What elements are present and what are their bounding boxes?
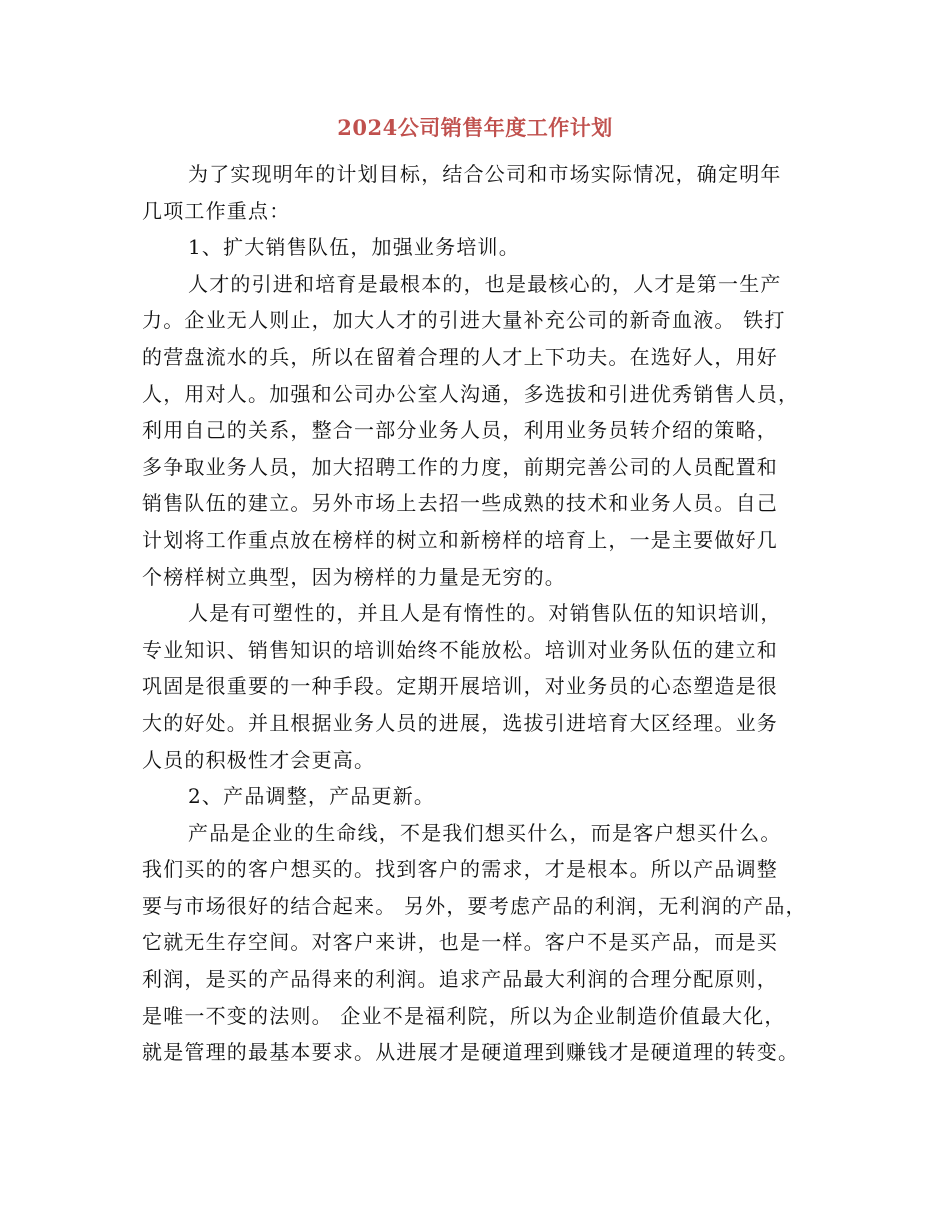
text-line: 人才的引进和培育是最根本的，也是最核心的，人才是第一生产 [188, 271, 782, 296]
text-line: 利润，是买的产品得来的利润。追求产品最大利润的合理分配原则， [142, 967, 778, 992]
text-line: 人是有可塑性的，并且人是有惰性的。对销售队伍的知识培训， [188, 601, 782, 626]
text-line: 就是管理的最基本要求。从进展才是硬道理到赚钱才是硬道理的转变。 [142, 1040, 800, 1065]
text-line: 利用自己的关系，整合一部分业务人员，利用业务员转介绍的策略， [142, 418, 778, 443]
text-line: 力。企业无人则止，加大人才的引进大量补充公司的新奇血液。 铁打 [142, 308, 786, 333]
text-line: 大的好处。并且根据业务人员的进展，选拔引进培育大区经理。业务 [142, 710, 778, 735]
text-line: 要与市场很好的结合起来。 另外，要考虑产品的利润，无利润的产品， [142, 893, 807, 918]
text-line: 为了实现明年的计划目标，结合公司和市场实际情况，确定明年 [188, 162, 782, 186]
text-line: 1、扩大销售队伍，加强业务培训。 [188, 235, 520, 260]
text-line: 多争取业务人员，加大招聘工作的力度，前期完善公司的人员配置和 [142, 454, 778, 479]
text-line: 是唯一不变的法则。 企业不是福利院，所以为企业制造价值最大化， [142, 1003, 786, 1028]
text-line: 专业知识、销售知识的培训始终不能放松。培训对业务队伍的建立和 [142, 637, 778, 662]
text-line: 人员的积极性才会更高。 [142, 747, 376, 772]
text-line: 它就无生存空间。对客户来讲，也是一样。客户不是买产品，而是买 [142, 930, 778, 955]
text-line: 计划将工作重点放在榜样的树立和新榜样的培育上，一是主要做好几 [142, 527, 778, 552]
text-line: 的营盘流水的兵，所以在留着合理的人才上下功夫。在选好人，用好 [142, 344, 778, 369]
text-line: 几项工作重点： [142, 198, 291, 223]
document-body [142, 156, 814, 1071]
document-title: 2024公司销售年度工作计划 [337, 115, 613, 140]
text-line: 销售队伍的建立。另外市场上去招一些成熟的技术和业务人员。自己 [142, 491, 778, 516]
text-line: 产品是企业的生命线，不是我们想买什么，而是客户想买什么。 [188, 820, 782, 845]
text-line: 人，用对人。加强和公司办公室人沟通，多选拔和引进优秀销售人员， [142, 381, 800, 406]
text-line: 2、产品调整，产品更新。 [188, 784, 436, 809]
text-line: 巩固是很重要的一种手段。定期开展培训，对业务员的心态塑造是很 [142, 674, 778, 699]
text-line: 个榜样树立典型，因为榜样的力量是无穷的。 [142, 564, 566, 589]
text-line: 我们买的的客户想买的。找到客户的需求，才是根本。所以产品调整 [142, 857, 778, 882]
